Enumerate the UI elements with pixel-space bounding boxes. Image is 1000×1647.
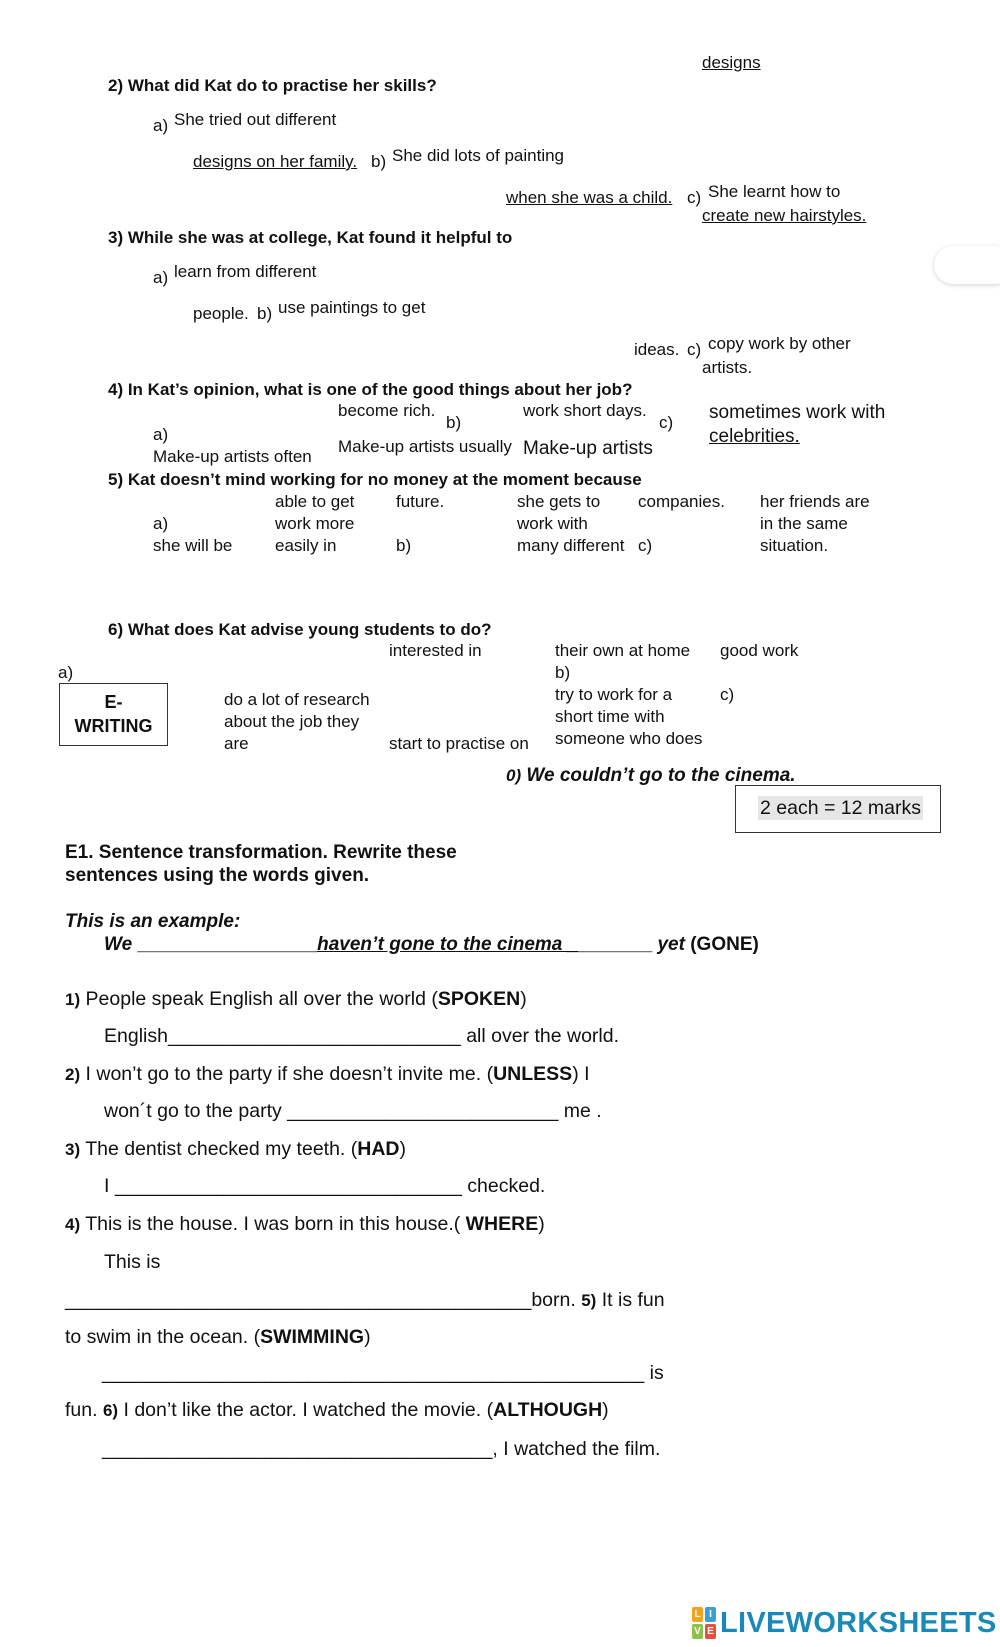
q6-option-c-line-1: try to work for a	[555, 685, 673, 704]
item-2-key: UNLESS	[493, 1063, 573, 1085]
q5-option-b-line-1: she gets to	[517, 492, 601, 511]
item-4-text: This is the house. I was born in this house.(	[85, 1213, 466, 1235]
item-6-close: )	[602, 1399, 609, 1421]
item-6-text: I don’t like the actor. I watched the movie. (	[123, 1399, 494, 1421]
logo-letter-e: E	[705, 1624, 716, 1639]
item-4-answer-line[interactable]	[65, 1288, 665, 1313]
question-2-heading: 2) What did Kat do to practise her skills?	[108, 76, 437, 95]
q2-option-b-continued: when she was a child.	[506, 188, 673, 207]
item-1-close: )	[520, 988, 527, 1010]
q3-option-a-text: learn from different	[174, 262, 317, 281]
q3-option-c-continued: artists.	[702, 358, 753, 377]
item-2-number: 2)	[65, 1065, 81, 1084]
q4-option-a-label[interactable]: a)	[153, 425, 169, 444]
e1-title-line-2: sentences using the words given.	[65, 865, 370, 886]
q3-option-c-label[interactable]: c)	[687, 340, 702, 359]
q2-option-b-label[interactable]: b)	[371, 152, 387, 171]
item-3-close: )	[399, 1138, 407, 1160]
q5-option-b-label[interactable]: b)	[396, 536, 412, 555]
q3-option-b-label[interactable]: b)	[257, 304, 273, 323]
item-2-answer-line[interactable]: won´t go to the party _________________________ me .	[104, 1100, 602, 1122]
q6-option-a-label[interactable]: a)	[58, 663, 74, 682]
marks-box	[735, 785, 941, 833]
item-3-text: The dentist checked my teeth. (	[85, 1138, 358, 1160]
q4-option-a-line-1: Make-up artists often	[153, 447, 312, 466]
q2-option-a-continued: designs on her family.	[193, 152, 358, 171]
q5-option-a-line-5: future.	[396, 492, 445, 511]
q2-option-a-label[interactable]: a)	[153, 116, 169, 135]
q6-option-c-label[interactable]: c)	[720, 685, 735, 704]
q5-option-a-line-1: she will be	[153, 536, 233, 555]
q3-option-a-label[interactable]: a)	[153, 268, 169, 287]
q4-option-c-line-3: celebrities.	[709, 426, 800, 447]
e-writing-line-2: WRITING	[74, 716, 153, 736]
liveworksheets-logo[interactable]	[692, 1606, 997, 1640]
item-5-answer-end: fun.	[65, 1399, 98, 1421]
e1-example-key: (GONE)	[690, 934, 759, 955]
q2-option-a-text: She tried out different	[174, 110, 337, 129]
e1-example-answer: haven’t gone to the cinema _	[317, 934, 579, 955]
item-1-prompt	[65, 987, 527, 1012]
e1-example-yet: yet	[657, 934, 685, 955]
item-4-key: WHERE	[465, 1213, 539, 1235]
q6-option-c-line-2: short time with	[555, 707, 665, 726]
item-5-text-2: to swim in the ocean. (	[65, 1326, 261, 1348]
item-3-number: 3)	[65, 1140, 81, 1159]
q2-option-c-label[interactable]: c)	[687, 188, 702, 207]
item-2-prompt	[65, 1062, 590, 1087]
item-4-number: 4)	[65, 1215, 81, 1234]
q4-option-b-label[interactable]: b)	[446, 413, 462, 432]
q5-option-a-label[interactable]: a)	[153, 514, 169, 533]
example-zero-sentence	[506, 764, 796, 787]
item-6-prompt	[65, 1398, 609, 1423]
item-5-answer-line[interactable]: __________________________________________________ is	[102, 1362, 664, 1384]
item-4-close: )	[538, 1213, 545, 1235]
q5-option-a-line-4: easily in	[275, 536, 337, 555]
q5-option-b-line-4: companies.	[638, 492, 725, 511]
item-3-prompt	[65, 1137, 406, 1162]
item-5-close: )	[364, 1326, 371, 1348]
item-5-key: SWIMMING	[260, 1326, 365, 1348]
q6-option-b-line-1: start to practise on	[389, 734, 529, 753]
q4-option-b-line-1: Make-up artists usually	[338, 437, 512, 456]
item-5-number: 5)	[581, 1291, 597, 1310]
logo-letter-l: L	[692, 1607, 703, 1622]
item-1-text: People speak English all over the world (	[85, 988, 438, 1010]
q3-option-c-text: copy work by other	[708, 334, 851, 353]
item-2-close: ) I	[572, 1063, 590, 1085]
question-3-heading: 3) While she was at college, Kat found it helpful to	[108, 228, 513, 247]
q6-option-b-label[interactable]: b)	[555, 663, 571, 682]
q4-option-c-line-1: Make-up artists	[523, 438, 653, 459]
q4-option-c-label[interactable]: c)	[659, 413, 674, 432]
item-1-key: SPOKEN	[437, 988, 521, 1010]
e1-title-line-1: E1. Sentence transformation. Rewrite these	[65, 842, 457, 863]
q3-option-a-continued: people.	[193, 304, 249, 323]
q5-option-a-line-3: work more	[275, 514, 355, 533]
marks-text: 2 each = 12 marks	[760, 797, 921, 819]
q2-option-b-text: She did lots of painting	[392, 146, 565, 165]
q6-option-a-line-4: interested in	[389, 641, 482, 660]
question-4-heading: 4) In Kat’s opinion, what is one of the good things about her job?	[108, 380, 633, 399]
q5-option-c-line-2: in the same	[760, 514, 848, 533]
e1-example-sentence	[104, 933, 759, 956]
item-4-answer-start: This is	[104, 1251, 161, 1273]
item-4-answer-blank[interactable]: ___________________________________________born.	[65, 1289, 576, 1311]
logo-letter-i: I	[705, 1607, 716, 1622]
q1-tail-text: designs	[702, 53, 761, 72]
q5-option-c-line-3: situation.	[760, 536, 829, 555]
q3-option-b-text: use paintings to get	[278, 298, 426, 317]
example-zero-text: We couldn’t go to the cinema.	[526, 765, 796, 786]
e1-example-blank-2: _______	[578, 934, 653, 955]
e-writing-line-1: E-	[104, 692, 123, 712]
q5-option-c-line-1: her friends are	[760, 492, 870, 511]
liveworksheets-logo-text: LIVEWORKSHEETS	[720, 1606, 997, 1639]
q6-option-a-line-3: are	[224, 734, 249, 753]
q5-option-a-line-2: able to get	[275, 492, 355, 511]
item-5-prompt	[65, 1325, 371, 1349]
q5-option-b-line-3: many different	[517, 536, 625, 555]
q6-option-c-line-4: good work	[720, 641, 799, 660]
item-1-answer-line[interactable]: English___________________________ all over the world.	[104, 1025, 620, 1047]
item-3-answer-line[interactable]: I ________________________________ checked.	[104, 1175, 546, 1197]
q3-option-b-continued: ideas.	[634, 340, 680, 359]
liveworksheets-logo-icon	[692, 1607, 716, 1639]
q2-option-c-text: She learnt how to	[708, 182, 841, 201]
item-3-key: HAD	[357, 1138, 400, 1160]
item-1-number: 1)	[65, 990, 81, 1009]
item-4-prompt	[65, 1212, 545, 1237]
q4-option-a-line-2: become rich.	[338, 401, 436, 420]
e-writing-box	[59, 683, 168, 746]
q2-option-c-continued: create new hairstyles.	[702, 206, 867, 225]
example-zero-number: 0)	[506, 766, 522, 785]
e1-example-we: We	[104, 934, 133, 955]
item-5-text-1: It is fun	[601, 1289, 665, 1311]
side-scroll-handle[interactable]	[934, 246, 1000, 284]
e1-example-blank-1: _________________	[137, 934, 318, 955]
item-6-key: ALTHOUGH	[493, 1399, 603, 1421]
q5-option-c-label[interactable]: c)	[638, 536, 653, 555]
item-2-text: I won’t go to the party if she doesn’t invite me. (	[85, 1063, 494, 1085]
item-6-number: 6)	[102, 1401, 119, 1420]
q5-option-b-line-2: work with	[517, 514, 588, 533]
logo-letter-v: V	[692, 1624, 703, 1639]
q6-option-b-line-2: their own at home	[555, 641, 691, 660]
q6-option-a-line-2: about the job they	[224, 712, 360, 731]
q4-option-c-line-2: sometimes work with	[709, 402, 886, 423]
q4-option-b-line-2: work short days.	[523, 401, 647, 420]
item-6-answer-line[interactable]: ____________________________________, I watched the film.	[102, 1438, 661, 1460]
question-5-heading: 5) Kat doesn’t mind working for no money at the moment because	[108, 470, 642, 489]
question-6-heading: 6) What does Kat advise young students to do?	[108, 620, 492, 639]
q6-option-a-line-1: do a lot of research	[224, 690, 370, 709]
e1-example-label: This is an example:	[65, 911, 241, 932]
q6-option-c-line-3: someone who does	[555, 729, 703, 748]
